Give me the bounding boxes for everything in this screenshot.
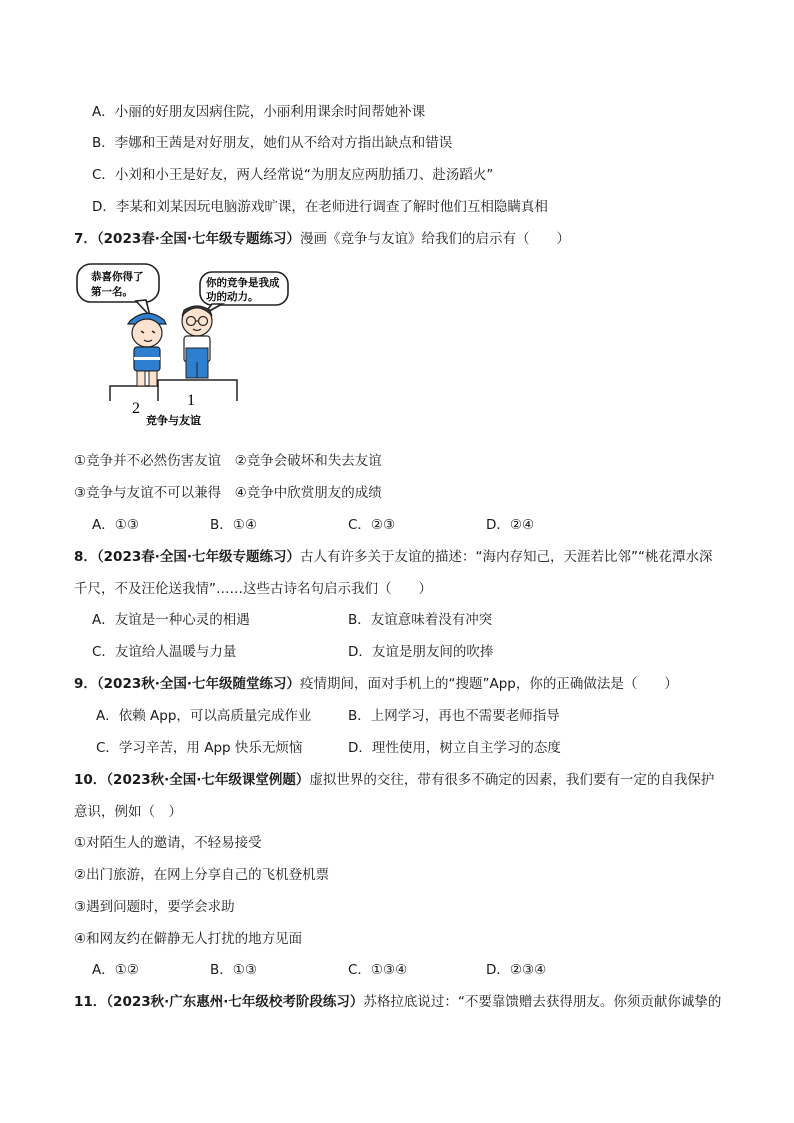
cartoon-illustration [72, 258, 280, 434]
q7-option-b: B．①④ [210, 517, 257, 533]
podium [110, 380, 237, 401]
q9-stem: 疫情期间，面对手机上的“搜题”App，你的正确做法是（ ） [300, 676, 678, 692]
q7-stem: 漫画《竞争与友谊》给我们的启示有（ ） [300, 231, 570, 247]
q11-number: 11． [74, 994, 107, 1010]
competition-friendship-cartoon [72, 258, 280, 434]
q6-option-a: A．小丽的好朋友因病住院，小丽利用课余时间帮她补课 [92, 104, 426, 120]
q7-option-d: D．②④ [486, 517, 535, 533]
q8-number: 8． [74, 549, 97, 565]
q10-source: （2023秋·全国·七年级课堂例题） [106, 772, 310, 788]
q10-option-a: A．①② [92, 962, 139, 978]
q9-option-b: B．上网学习，再也不需要老师指导 [348, 708, 560, 724]
q9-option-a: A．依赖 App，可以高质量完成作业 [96, 708, 312, 724]
q9-stem-line [74, 675, 678, 693]
q10-statement-3: ③遇到问题时，要学会求助 [74, 899, 235, 915]
q9-option-d: D．理性使用，树立自主学习的态度 [348, 740, 561, 756]
q9-number: 9． [74, 676, 97, 692]
left-bubble-line-2: 第一名。 [91, 286, 133, 298]
q8-stem-line-1 [74, 548, 712, 566]
boy-with-cap [128, 313, 166, 386]
q6-option-b: B．李娜和王茜是对好朋友，她们从不给对方指出缺点和错误 [92, 135, 453, 151]
q10-option-b: B．①③ [210, 962, 257, 978]
q10-option-c: C．①③④ [348, 962, 408, 978]
q11-stem: 苏格拉底说过：“不要靠馈赠去获得朋友。你须贡献你诚挚的 [363, 994, 722, 1010]
q10-statement-4: ④和网友约在僻静无人打扰的地方见面 [74, 931, 303, 947]
right-bubble-line-2: 功的动力。 [206, 291, 259, 303]
q10-statement-2: ②出门旅游，在网上分享自己的飞机登机票 [74, 867, 330, 883]
q10-number: 10． [74, 772, 107, 788]
boy-with-glasses [182, 306, 212, 378]
q8-option-b: B．友谊意味着没有冲突 [348, 612, 493, 628]
q8-option-d: D．友谊是朋友间的吹捧 [348, 644, 494, 660]
q10-option-d: D．②③④ [486, 962, 547, 978]
q8-stem-1: 古人有许多关于友谊的描述：“海内存知己，天涯若比邻”“桃花潭水深 [300, 549, 713, 565]
q8-stem-line-2: 千尺，不及汪伦送我情”……这些古诗名句启示我们（ ） [74, 581, 432, 597]
q11-source: （2023秋·广东惠州·七年级校考阶段练习） [106, 994, 364, 1010]
q7-source: （2023春·全国·七年级专题练习） [96, 231, 300, 247]
podium-first-place: 1 [187, 392, 195, 409]
q7-option-c: C．②③ [348, 517, 396, 533]
q10-statement-1: ①对陌生人的邀请，不轻易接受 [74, 835, 262, 851]
q11-stem-line [74, 993, 721, 1011]
right-bubble-line-1: 你的竞争是我成 [206, 277, 280, 289]
q6-option-c: C．小刘和小王是好友，两人经常说“为朋友应两肋插刀、赴汤蹈火” [92, 167, 494, 183]
q6-option-d: D．李某和刘某因玩电脑游戏旷课，在老师进行调查了解时他们互相隐瞒真相 [92, 199, 548, 215]
q9-option-c: C．学习辛苦，用 App 快乐无烦恼 [96, 740, 303, 756]
q8-option-a: A．友谊是一种心灵的相遇 [92, 612, 250, 628]
left-bubble-line-1: 恭喜你得了 [91, 271, 144, 283]
q7-statement-2: ③竞争与友谊不可以兼得 ④竞争中欣赏朋友的成绩 [74, 485, 382, 501]
q7-statement-1: ①竞争并不必然伤害友谊 ②竞争会破坏和失去友谊 [74, 453, 382, 469]
q8-option-c: C．友谊给人温暖与力量 [92, 644, 237, 660]
q10-stem-1: 虚拟世界的交往，带有很多不确定的因素，我们要有一定的自我保护 [309, 772, 715, 788]
q10-stem-line-2: 意识，例如（ ） [74, 804, 182, 820]
q9-source: （2023秋·全国·七年级随堂练习） [96, 676, 300, 692]
q7-option-a: A．①③ [92, 517, 139, 533]
podium-second-place: 2 [132, 400, 140, 417]
q8-source: （2023春·全国·七年级专题练习） [96, 549, 300, 565]
q10-stem-line-1 [74, 771, 714, 789]
q7-stem-line [74, 230, 570, 248]
cartoon-caption: 竞争与友谊 [146, 414, 201, 427]
q7-number: 7． [74, 231, 97, 247]
